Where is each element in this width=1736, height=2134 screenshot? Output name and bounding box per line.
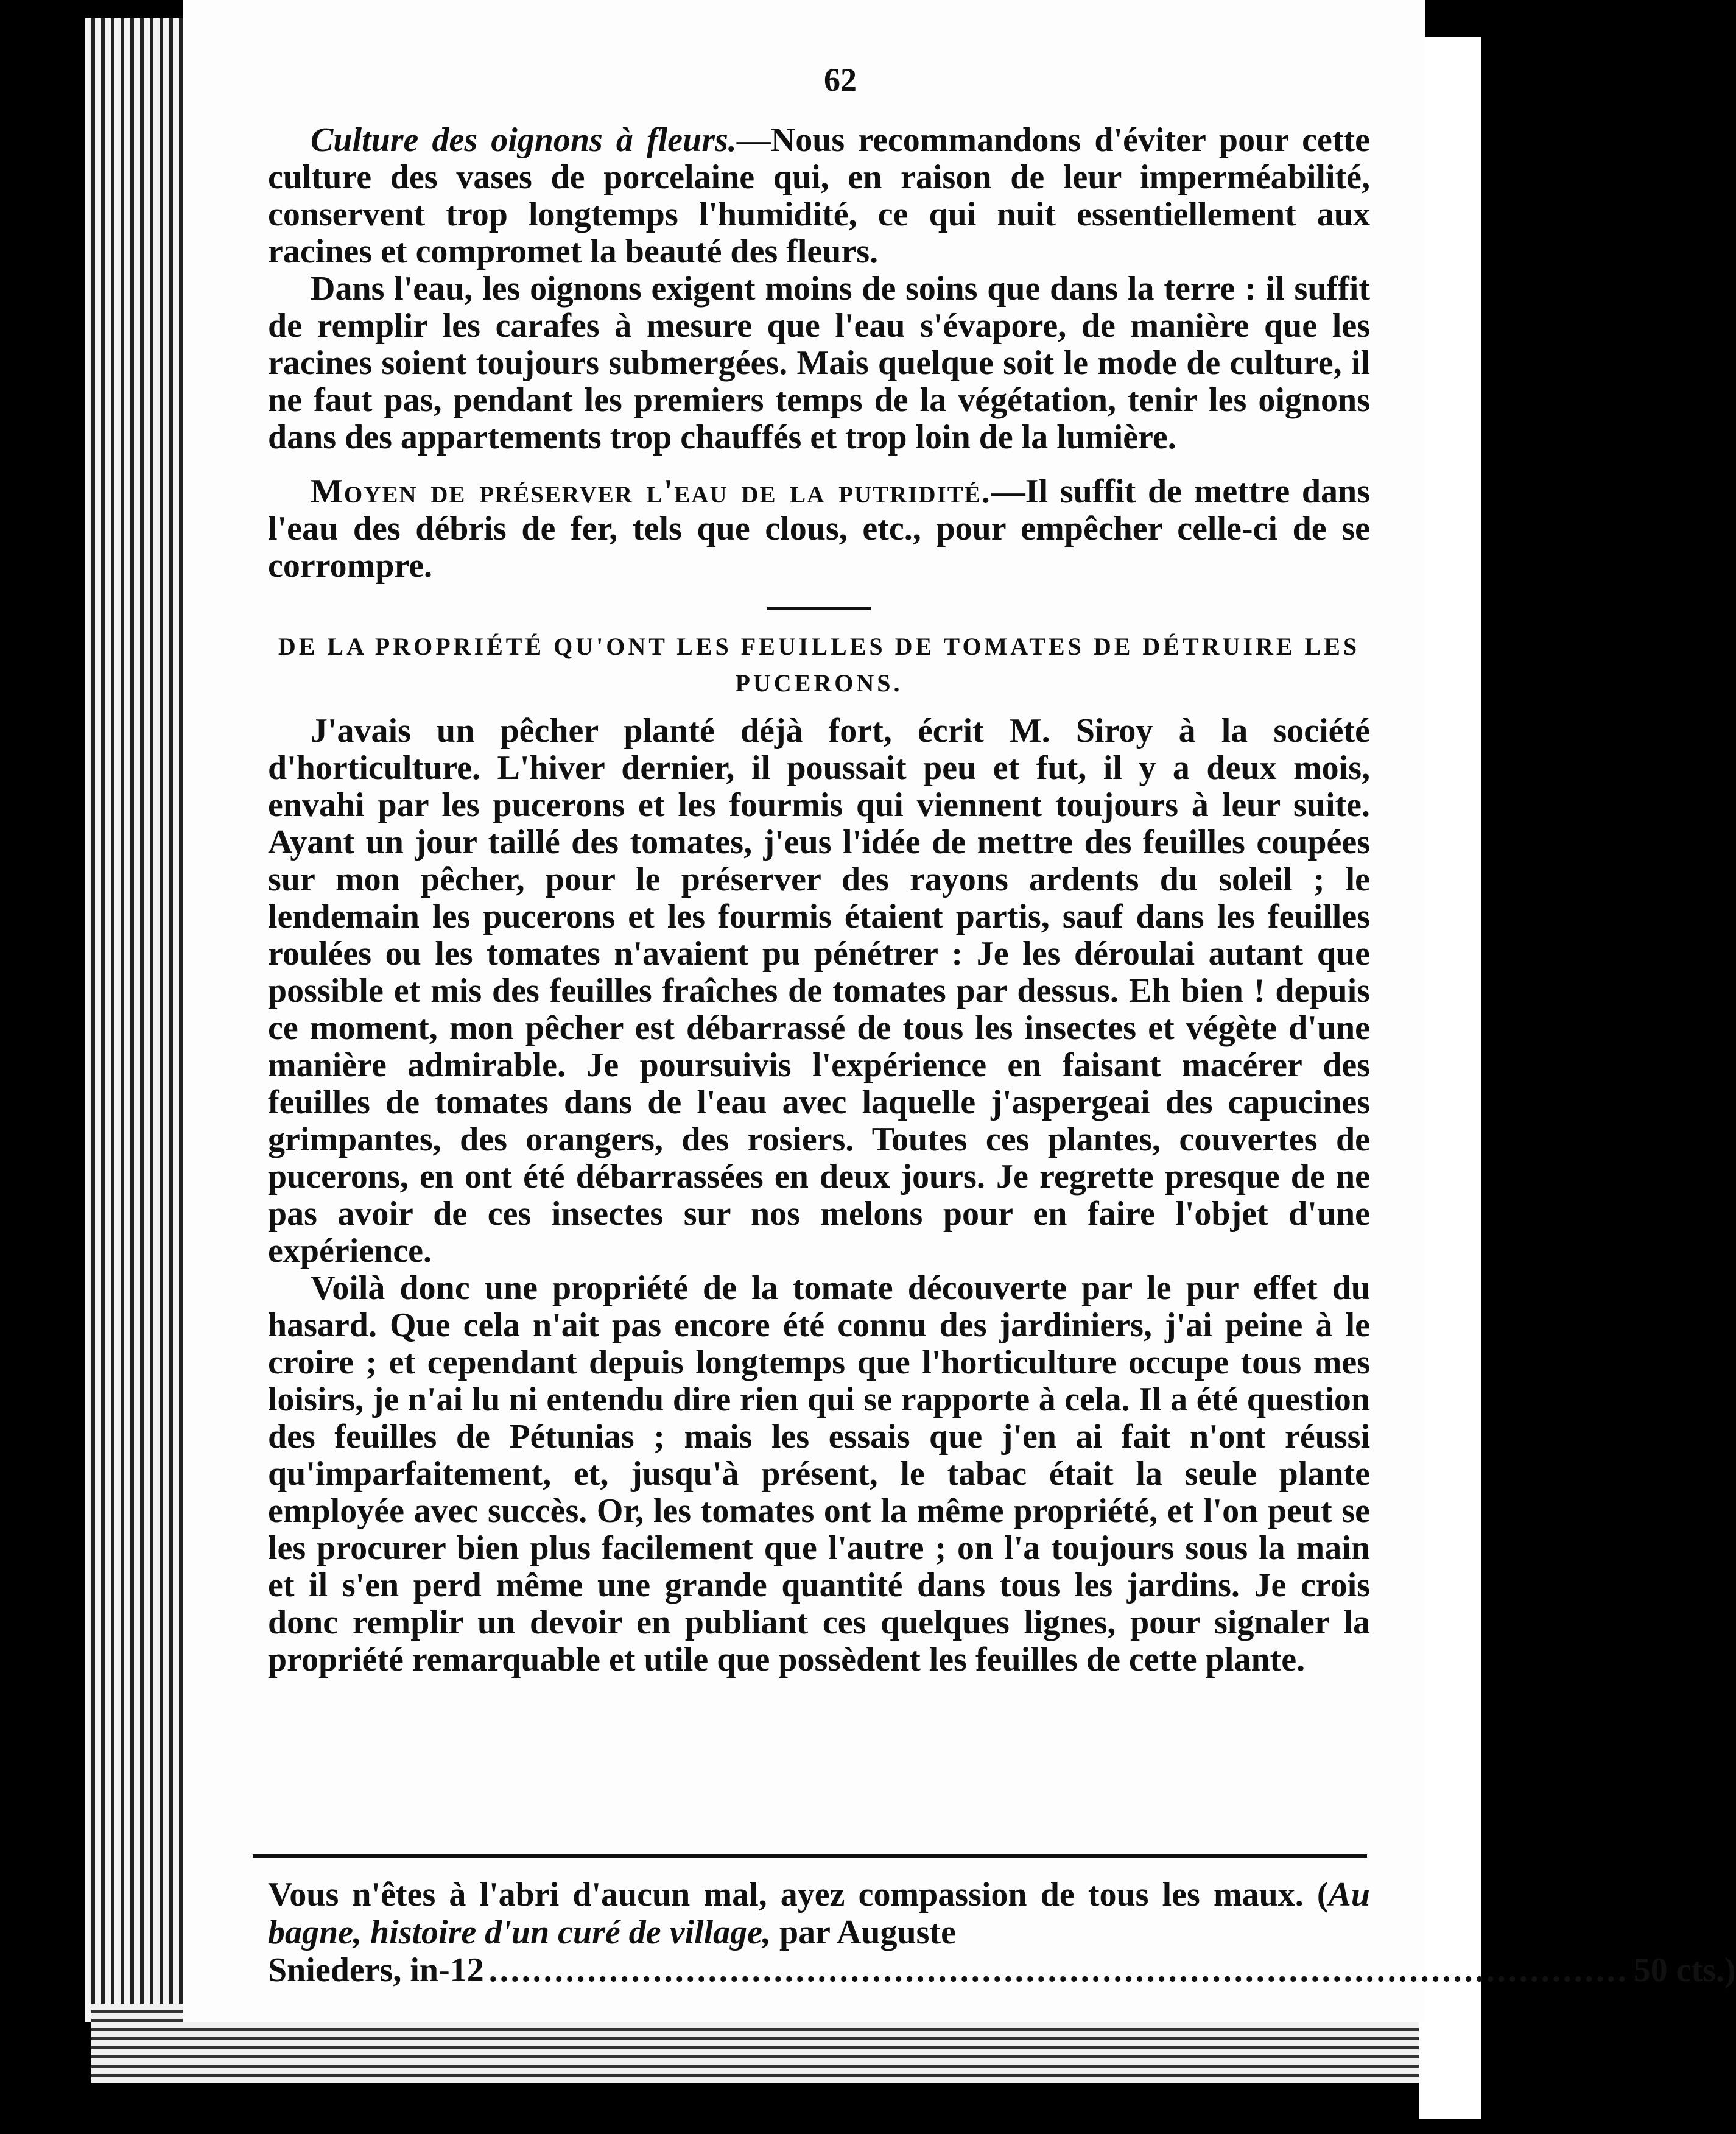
paragraph-lead: Culture des oignons à fleurs. bbox=[311, 121, 737, 159]
right-margin bbox=[1419, 37, 1481, 2119]
paragraph-text: —Il suffit de mettre dans l'eau des débris de fer, tels que clous, etc., pour empêcher celle-ci de se corrompre. bbox=[268, 473, 1370, 585]
leader-dots: ........................................................................................................ bbox=[488, 1951, 1629, 1989]
footer-price-line bbox=[268, 1951, 1736, 1989]
article-heading bbox=[268, 629, 1370, 702]
paragraph-text: Dans l'eau, les oignons exigent moins de soins que dans la terre : il suffit de remplir les carafes à mesure que l'eau s'évapore, de manière que les racines soient toujours submergées. Mais quelque soit le mode de culture, il ne faut pas, pendant les premiers temps de la végétation, tenir les oignons dans des appartements trop chauffés et trop loin de la lumière. bbox=[268, 270, 1370, 456]
section-divider bbox=[767, 607, 871, 610]
paragraph-culture-oignons bbox=[268, 122, 1370, 270]
footer-book-title: Au bagne, histoire d'un curé de village, bbox=[268, 1876, 1370, 1951]
footer-author: Snieders, in-12 bbox=[268, 1951, 484, 1989]
article-heading-line: DE LA PROPRIÉTÉ QU'ONT LES FEUILLES DE TOMATES DE DÉTRUIRE LES bbox=[278, 633, 1360, 660]
footer-advertisement bbox=[268, 1876, 1736, 1989]
article-heading-line: PUCERONS. bbox=[735, 669, 903, 697]
footer-text: Vous n'êtes à l'abri d'aucun mal, ayez compassion de tous les maux. ( bbox=[268, 1876, 1329, 1914]
paragraph-lead: Moyen de préserver l'eau de la putridité. bbox=[311, 473, 991, 510]
paragraph-moyen-preserver bbox=[268, 473, 1370, 585]
paragraph-eau-oignons bbox=[268, 270, 1370, 456]
article-paragraph: Voilà donc une propriété de la tomate découverte par le pur effet du hasard. Que cela n'ait pas encore été connu des jardiniers, j'ai peine à le croire ; et cependant depuis longtemps que l'horticulture occupe tous mes loisirs, je n'ai lu ni entendu dire rien qui se rapporte à cela. Il a été question des feuilles de Pétunias ; mais les essais que j'en ai fait n'ont réussi qu'imparfaitement, et, jusqu'à présent, le tabac était la seule plante employée avec succès. Or, les tomates ont la même propriété, et l'on peut se les procurer bien plus facilement que l'autre ; on l'a toujours sous la main et il s'en perd même une grande quantité dans tous les jardins. Je crois donc remplir un devoir en publiant ces quelques lignes, pour signaler la propriété remarquable et utile que possèdent les feuilles de cette plante. bbox=[268, 1269, 1370, 1678]
footer-divider bbox=[253, 1854, 1367, 1858]
paragraph-text: —Nous recommandons d'éviter pour cette culture des vases de porcelaine qui, en raison de leur imperméabilité, conservent trop longtemps l'humidité, ce qui nuit essentiellement aux racines et compromet la beauté des fleurs. bbox=[268, 121, 1370, 270]
page-stack-edge bbox=[85, 18, 195, 2022]
footer-price: 50 cts.) bbox=[1633, 1951, 1736, 1989]
page-body bbox=[268, 122, 1370, 1678]
article-paragraph: J'avais un pêcher planté déjà fort, écrit M. Siroy à la société d'horticulture. L'hiver dernier, il poussait peu et fut, il y a deux mois, envahi par les pucerons et les fourmis qui viennent toujours à leur suite. Ayant un jour taillé des tomates, j'eus l'idée de mettre des feuilles coupées sur mon pêcher, pour le préserver des rayons ardents du soleil ; le lendemain les pucerons et les fourmis étaient partis, sauf dans les feuilles roulées ou les tomates n'avaient pu pénétrer : Je les déroulai autant que possible et mis des feuilles fraîches de tomates par dessus. Eh bien ! depuis ce moment, mon pêcher est débarrassé de tous les insectes et végète d'une manière admirable. Je poursuivis l'expérience en faisant macérer des feuilles de tomates dans de l'eau avec laquelle j'aspergeai des capucines grimpantes, des orangers, des rosiers. Toutes ces plantes, couvertes de pucerons, en ont été débarrassées en deux jours. Je regrette presque de ne pas avoir de ces insectes sur nos melons pour en faire l'objet d'une expérience. bbox=[268, 712, 1370, 1270]
footer-text: par Auguste bbox=[771, 1914, 956, 1951]
book-page bbox=[183, 0, 1736, 2022]
page-number: 62 bbox=[824, 62, 857, 98]
